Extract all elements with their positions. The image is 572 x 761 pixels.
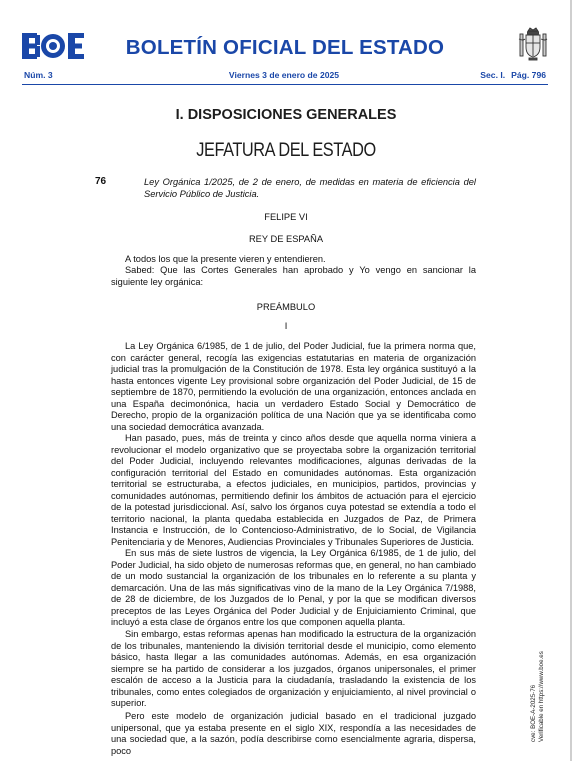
coat-of-arms-icon — [518, 25, 548, 65]
department-title: JEFATURA DEL ESTADO — [196, 140, 376, 161]
section-label: Sec. I. — [480, 70, 506, 80]
intro-line: A todos los que la presente vieren y entendieren. — [125, 254, 326, 264]
section-title: I. DISPOSICIONES GENERALES — [175, 107, 397, 123]
page-label: Pág. 796 — [511, 70, 546, 80]
boe-logo — [22, 33, 84, 59]
king-title: REY DE ESPAÑA — [248, 234, 324, 244]
king-name: FELIPE VI — [264, 212, 308, 222]
preamble-heading: PREÁMBULO — [256, 302, 316, 312]
body-paragraph-2: Han pasado, pues, más de treinta y cinco años desde que aquella norma viniera a revolucionar el modelo organizativo que se proyectaba sobre la organización territorial del Poder Judicial, incluyendo relevantes modificaciones, algunas derivadas de la configuración territorial del Estado en comunidades autónomas. Esta organización territorial se estructuraba, a efectos judiciales, en municipios, partidos, provincias y comunidades autónomas, permitiendo definir los ámbitos de actuación para el ejercicio de la potestad jurisdiccional. Así, salvo los órganos cuya potestad se extendía a todo el territorio nacional, la planta quedaba establecida en Juzgados de Paz, de Primera Instancia e Instrucción, de lo Contencioso-Administrativo, de lo Social, de Vigilancia Penitenciaria y de Menores, Audiencias Provinciales y Tribunales Superiores de Justicia. — [111, 433, 476, 547]
header-meta — [22, 70, 546, 84]
law-title: Ley Orgánica 1/2025, de 2 de enero, de medidas en materia de eficiencia del Servicio Público de Justicia. — [144, 177, 476, 199]
item-number: 76 — [95, 176, 107, 187]
verification-note — [530, 651, 546, 742]
section-page — [480, 70, 546, 80]
header-divider — [22, 84, 548, 85]
gazette-title: BOLETÍN OFICIAL DEL ESTADO — [125, 36, 445, 59]
issue-date: Viernes 3 de enero de 2025 — [228, 70, 340, 80]
body-paragraph-1: La Ley Orgánica 6/1985, de 1 de julio, del Poder Judicial, fue la primera norma que, con carácter general, recogía las exigencias estatutarias en materia de organización judicial tras la promulgación de la Constitución de 1978. Esta ley orgánica sustituyó a la hasta entonces vigente Ley provisional sobre organización del Poder Judicial, de 15 de septiembre de 1870, permitiendo la evolución de una organización, entonces anclada en una España decimonónica, hacia un verdadero Estado Social y Democrático de Derecho, propio de la organización política de una Nación que ya se identificaba como una sociedad democrática avanzada. — [111, 341, 476, 432]
intro-sanction: Sabed: Que las Cortes Generales han aprobado y Yo vengo en sancionar la siguiente ley orgánica: — [111, 265, 476, 287]
cve-code: cve: BOE-A-2025-76 — [530, 684, 537, 742]
body-paragraph-4: Sin embargo, estas reformas apenas han modificado la estructura de la organización de los tribunales, manteniendo la división territorial desde el municipio, como elemento básico, hasta llegar a las comunidades autónomas. Además, en esa organización siempre se ha partido de considerar a los juzgados, órganos unipersonales, el primer escalón de acceso a la Justicia para la ciudadanía, trasladando la existencia de los tribunales, como entes colegiados de organización y enjuiciamiento, al nivel provincial o superior. — [111, 629, 476, 709]
issue-number: Núm. 3 — [24, 70, 53, 80]
body-paragraph-3: En sus más de siete lustros de vigencia, la Ley Orgánica 6/1985, de 1 de julio, del Poder Judicial, ha sido objeto de numerosas reformas que, en general, no han cambiado de un modo sustancial la organización de los tribunales en lo referente a su planta y demarcación. Una de las más significativas vino de la mano de la Ley Orgánica 7/1988, de 28 de diciembre, de los Juzgados de lo Penal, y por la que se modifican diversos preceptos de las Leyes Orgánica del Poder Judicial y de Enjuiciamiento Criminal, que incluyó a esta clase de órganos entre los que componen aquella planta. — [111, 548, 476, 628]
preamble-roman: I — [284, 321, 288, 331]
body-paragraph-5: Pero este modelo de organización judicial basado en el tradicional juzgado unipersonal, que ya estaba presente en el siglo XIX, respondía a las necesidades de una sociedad que, a la sazón, podía describirse como esencialmente agraria, dispersa, poco — [111, 711, 476, 756]
verification-url: Verificable en https://www.boe.es — [538, 651, 545, 742]
